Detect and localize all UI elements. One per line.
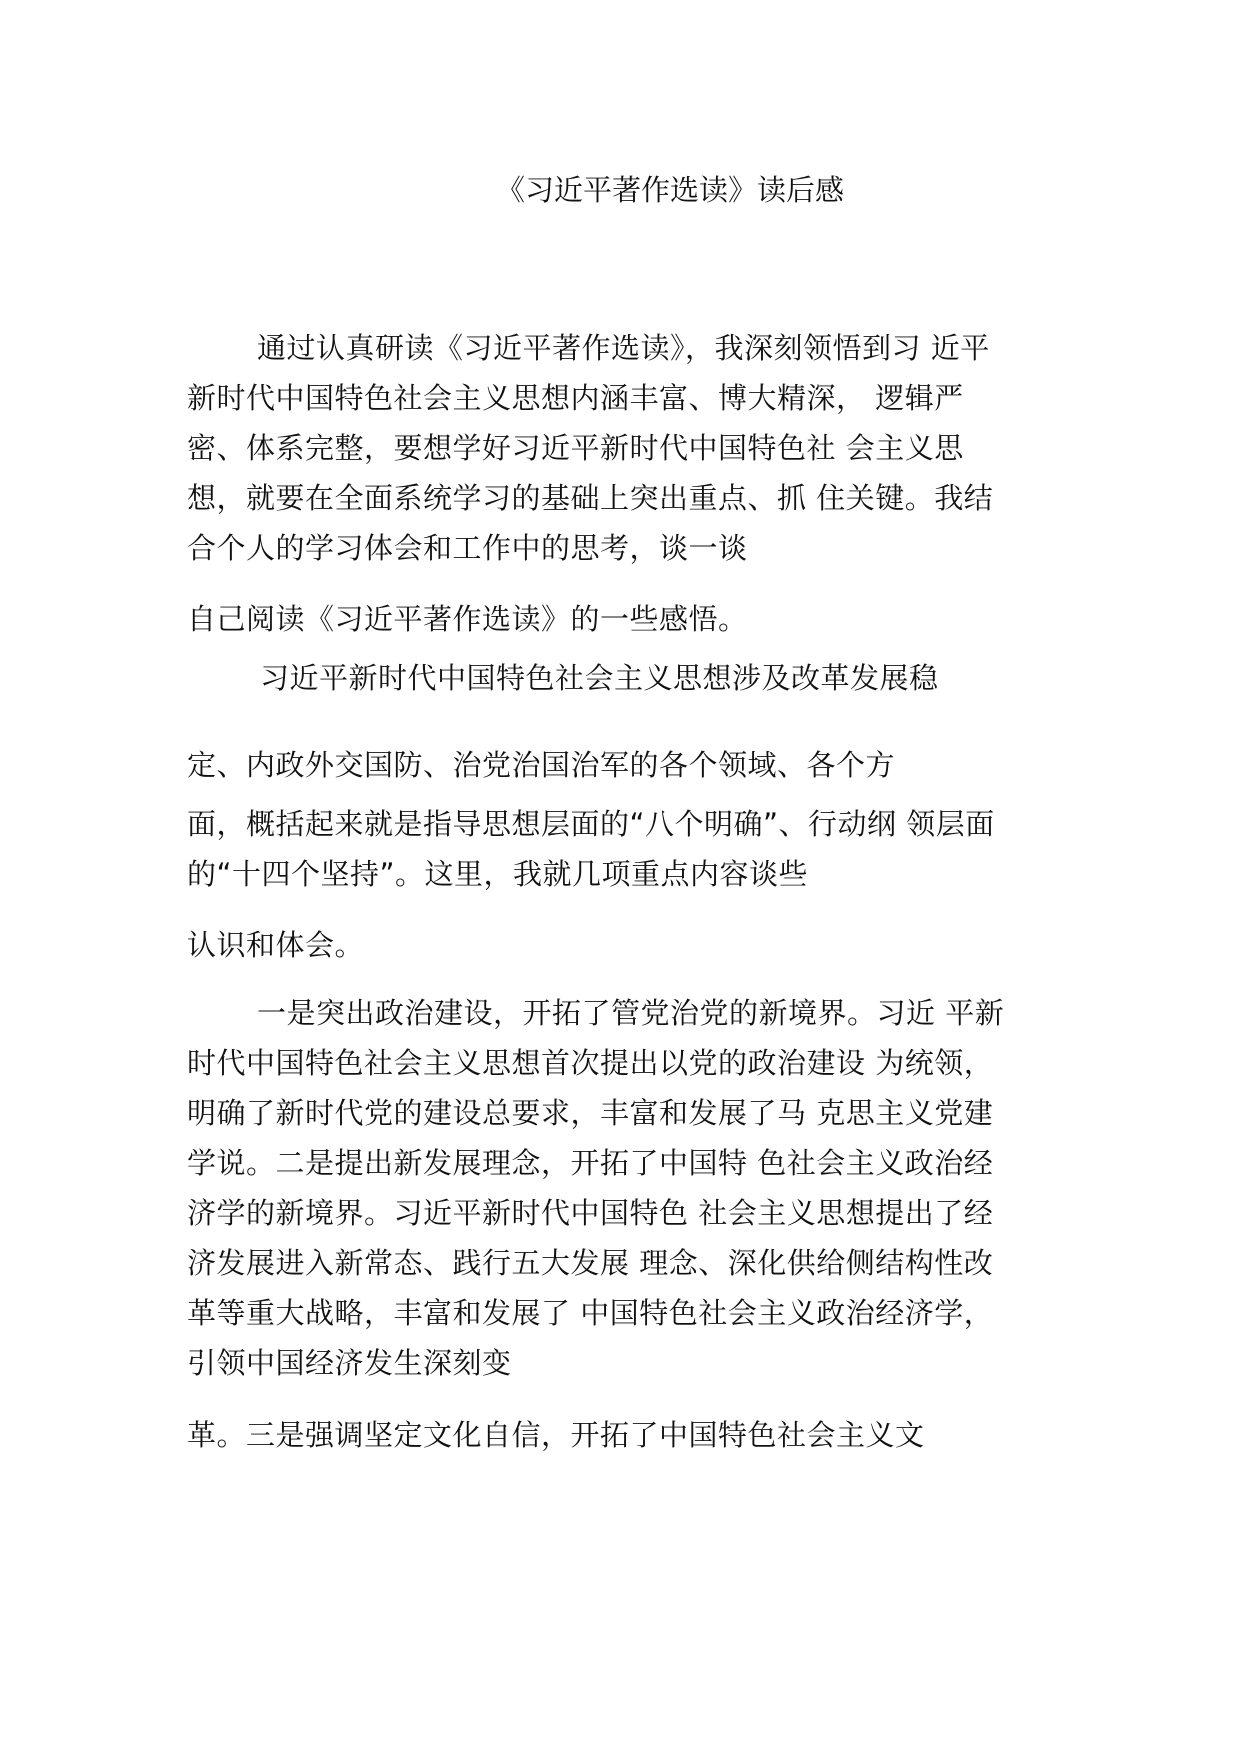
paragraph-2-line-1: 习近平新时代中国特色社会主义思想涉及改革发展稳 <box>260 661 939 695</box>
paragraph-1-line-5: 合个人的学习体会和工作中的思考，谈一谈 <box>187 531 748 565</box>
paragraph-1-line-3: 密、体系完整，要想学好习近平新时代中国特色社 会主义思 <box>187 431 964 465</box>
paragraph-3-line-2: 时代中国特色社会主义思想首次提出以党的政治建设 为统领， <box>187 1046 994 1080</box>
paragraph-3-line-5: 济学的新境界。习近平新时代中国特色 社会主义思想提出了经 <box>187 1196 994 1230</box>
paragraph-3-line-8: 引领中国经济发生深刻变 <box>187 1346 512 1380</box>
paragraph-2-line-4: 的“十四个坚持”。这里，我就几项重点内容谈些 <box>187 857 809 891</box>
paragraph-2-line-2: 定、内政外交国防、治党治国治军的各个领域、各个方 <box>187 748 896 782</box>
paragraph-2-line-3: 面，概括起来就是指导思想层面的“八个明确”、行动纲 领层面 <box>187 807 995 841</box>
paragraph-3-line-7: 革等重大战略，丰富和发展了 中国特色社会主义政治经济学， <box>187 1296 994 1330</box>
paragraph-3-line-1: 一是突出政治建设，开拓了管党治党的新境界。习近 平新 <box>257 996 1005 1030</box>
paragraph-3-line-6: 济发展进入新常态、践行五大发展 理念、深化供给侧结构性改 <box>187 1246 994 1280</box>
paragraph-3-line-3: 明确了新时代党的建设总要求，丰富和发展了马 克思主义党建 <box>187 1096 994 1130</box>
paragraph-3-line-4: 学说。二是提出新发展理念，开拓了中国特 色社会主义政治经 <box>187 1146 994 1180</box>
paragraph-2-line-5: 认识和体会。 <box>187 928 365 962</box>
paragraph-1-line-6: 自己阅读《习近平著作选读》的一些感悟。 <box>187 602 748 636</box>
paragraph-1-line-1: 通过认真研读《习近平著作选读》，我深刻领悟到习 近平 <box>257 331 990 365</box>
paragraph-1-line-4: 想，就要在全面系统学习的基础上突出重点、抓 住关键。我结 <box>187 481 994 515</box>
document-title: 《习近平著作选读》读后感 <box>495 173 844 207</box>
paragraph-3-line-9: 革。三是强调坚定文化自信，开拓了中国特色社会主义文 <box>187 1418 925 1452</box>
paragraph-1-line-2: 新时代中国特色社会主义思想内涵丰富、博大精深， 逻辑严 <box>187 381 964 415</box>
